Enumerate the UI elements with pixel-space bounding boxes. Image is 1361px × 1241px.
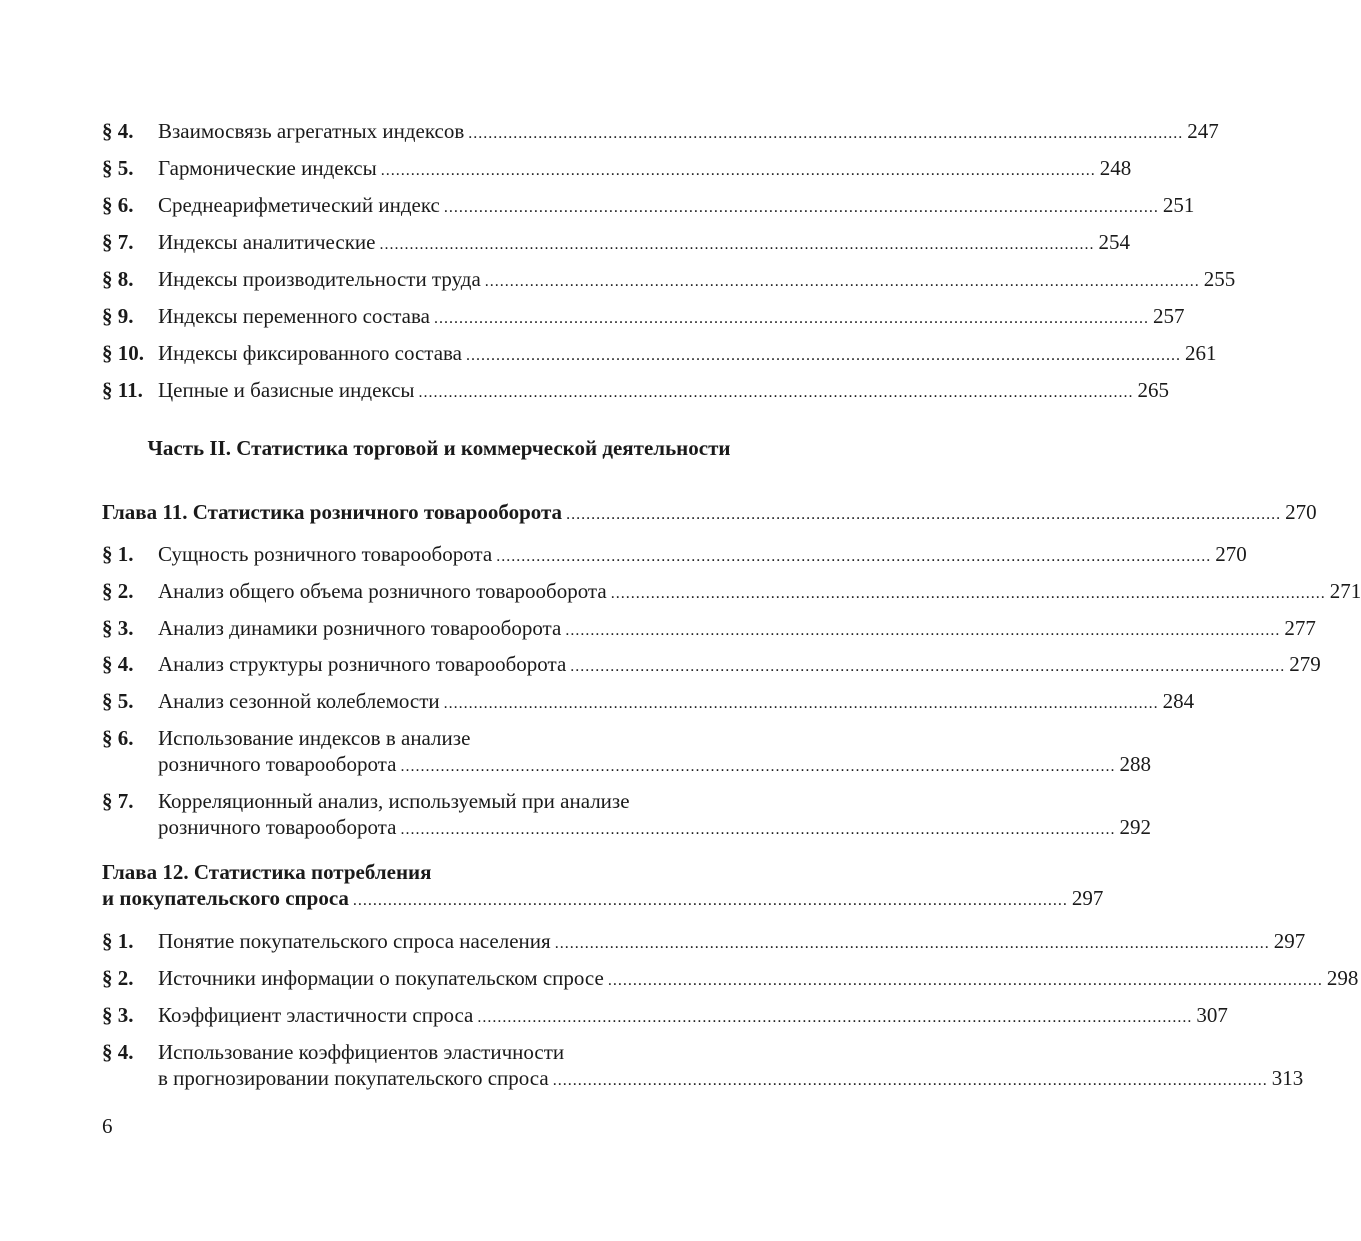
section-title: Использование индексов в анализе [158,726,471,750]
dot-leader: ............................................................................................................................................... [477,1009,1193,1026]
page-number: 265 [1137,378,1170,402]
section-title-continued: в прогнозировании покупательского спроса [158,1066,549,1090]
section-title: Понятие покупательского спроса населения [158,929,551,953]
page-number: 247 [1187,119,1219,143]
section-title: Анализ динамики розничного товарооборота [158,616,562,640]
chapter-entry [102,499,1317,528]
section-number: § 1. [102,929,134,953]
dot-leader: ............................................................................................................................................... [418,384,1134,401]
section-title: Индексы производительности труда [158,267,481,291]
section-title: Среднеарифметический индекс [158,193,440,217]
dot-leader: ............................................................................................................................................... [443,695,1159,712]
dot-leader: ............................................................................................................................................... [496,548,1212,565]
page-number: 288 [1119,752,1151,776]
page-number: 251 [1162,193,1195,217]
section-number: § 2. [102,966,134,990]
section-number: § 3. [102,1003,134,1027]
part-heading: Часть II. Статистика торговой и коммерческой деятельности [147,436,731,460]
toc-entry-line2 [102,1065,1304,1094]
section-title: Анализ общего объема розничного товарооборота [158,579,607,603]
toc-entry [102,965,1359,994]
section-number: § 5. [102,689,134,713]
toc-entry [102,1002,1228,1031]
page-number: 277 [1284,616,1316,640]
dot-leader: ............................................................................................................................................... [400,758,1116,775]
section-title-continued: розничного товарооборота [158,815,397,839]
dot-leader: ............................................................................................................................................... [484,273,1200,290]
page-number: 297 [1273,929,1306,953]
dot-leader: ............................................................................................................................................... [607,972,1323,989]
section-title: Источники информации о покупательском спросе [158,966,604,990]
section-title: Индексы фиксированного состава [158,341,463,365]
section-title: Использование коэффициентов эластичности [158,1040,565,1064]
toc-entry [102,155,1132,184]
section-number: § 7. [102,789,134,813]
section-title: Коэффициент эластичности спроса [158,1003,474,1027]
section-title: Корреляционный анализ, используемый при анализе [158,789,630,813]
chapter-title-continued: и покупательского спроса [102,886,349,910]
toc-entry-line1 [102,788,776,814]
toc-entry [102,578,1361,607]
toc-entry [102,303,1185,332]
page-number: 313 [1271,1066,1304,1090]
dot-leader: ............................................................................................................................................... [554,935,1270,952]
page-number: 255 [1203,267,1236,291]
section-title: Взаимосвязь агрегатных индексов [158,119,465,143]
chapter-entry [102,885,1104,914]
dot-leader: ............................................................................................................................................... [466,347,1182,364]
toc-entry [102,340,1217,369]
chapter-title: Глава 12. Статистика потребления [102,860,432,884]
dot-leader: ............................................................................................................................................... [352,892,1068,909]
page-number: 270 [1285,500,1317,524]
toc-entry [102,266,1236,295]
page-number: 307 [1196,1003,1228,1027]
dot-leader: ............................................................................................................................................... [443,199,1159,216]
section-title: Индексы аналитические [158,230,376,254]
toc-entry [102,118,1219,147]
chapter-title: Глава 11. Статистика розничного товарооборота [102,500,563,524]
folio-page-number: 6 [102,1114,113,1138]
dot-leader: ............................................................................................................................................... [400,821,1116,838]
dot-leader: ............................................................................................................................................... [379,236,1095,253]
page-number: 271 [1329,579,1361,603]
toc-entry [102,688,1195,717]
page-number: 248 [1099,156,1132,180]
section-title: Цепные и базисные индексы [158,378,415,402]
section-number: § 3. [102,616,134,640]
toc-entry [102,541,1247,570]
dot-leader: ............................................................................................................................................... [380,162,1096,179]
section-number: § 4. [102,652,134,676]
toc-entry-line1 [102,1039,776,1065]
section-number: § 11. [102,378,143,402]
toc-entry [102,928,1306,957]
page-number: 298 [1326,966,1359,990]
section-number: § 1. [102,542,134,566]
section-number: § 6. [102,193,134,217]
section-title: Гармонические индексы [158,156,377,180]
section-number: § 7. [102,230,134,254]
page-number: 270 [1215,542,1247,566]
section-number: § 9. [102,304,134,328]
section-number: § 10. [102,341,144,365]
dot-leader: ............................................................................................................................................... [566,506,1282,523]
dot-leader: ............................................................................................................................................... [468,125,1184,142]
section-title: Индексы переменного состава [158,304,430,328]
dot-leader: ............................................................................................................................................... [610,585,1326,602]
toc-entry [102,377,1170,406]
section-number: § 2. [102,579,134,603]
dot-leader: ............................................................................................................................................... [565,622,1281,639]
toc-entry [102,229,1130,258]
page-number: 279 [1289,652,1321,676]
dot-leader: ............................................................................................................................................... [570,658,1286,675]
page-number: 284 [1162,689,1195,713]
section-number: § 8. [102,267,134,291]
section-title: Анализ структуры розничного товарооборота [158,652,567,676]
toc-entry [102,192,1195,221]
toc-entry [102,651,1321,680]
toc-entry-line1 [102,725,776,751]
section-number: § 5. [102,156,134,180]
section-title-continued: розничного товарооборота [158,752,397,776]
page-number: 292 [1119,815,1151,839]
page-number: 297 [1071,886,1104,910]
section-title: Анализ сезонной колеблемости [158,689,440,713]
section-number: § 4. [102,1040,134,1064]
page-number: 261 [1185,341,1217,365]
toc-entry-line2 [102,751,1151,780]
page-number: 254 [1098,230,1130,254]
page-number: 257 [1152,304,1185,328]
dot-leader: ............................................................................................................................................... [433,310,1149,327]
dot-leader: ............................................................................................................................................... [552,1072,1268,1089]
toc-entry-line2 [102,814,1151,843]
toc-entry [102,615,1316,644]
section-number: § 6. [102,726,134,750]
section-title: Сущность розничного товарооборота [158,542,493,566]
section-number: § 4. [102,119,134,143]
